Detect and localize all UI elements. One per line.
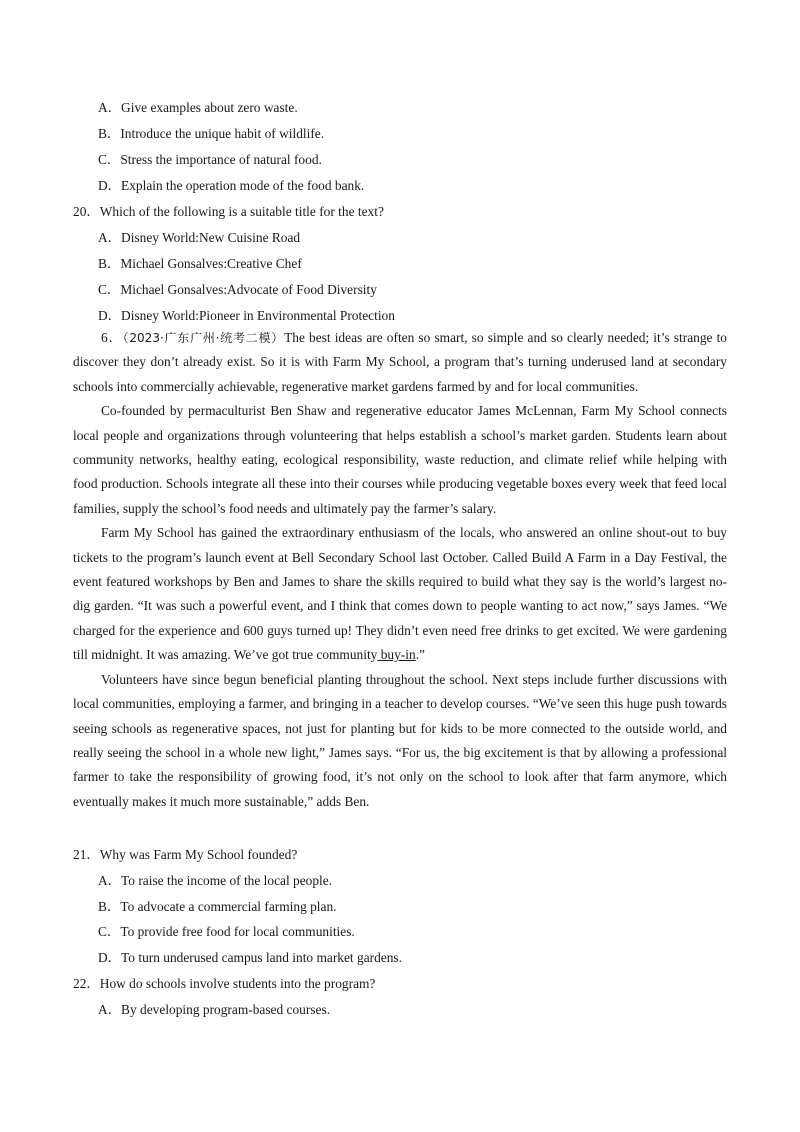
q20-option-a: A．Disney World:New Cuisine Road <box>98 230 301 245</box>
q21-option-b: B．To advocate a commercial farming plan. <box>98 899 337 914</box>
paragraph-3-text: Farm My School has gained the extraordinary enthusiasm of the locals, who answered an online shout-out to buy tickets to the program’s launch event at Bell Secondary School last October. Called Build A Farm in a Day Festival, the event featured workshops by Ben and James to share the skills required to build what they say is the world’s largest no-dig garden. “It was such a powerful event, and I think that comes down to people wanting to act now,” says James. “We charged for the experience and 600 guys turned up! They didn’t even need free drinks to get excited. We were gardening till midnight. It was amazing. We’ve got true community <box>73 525 727 663</box>
q21-option-a: A．To raise the income of the local people. <box>98 873 333 888</box>
q20-option-c: C．Michael Gonsalves:Advocate of Food Diversity <box>98 282 377 297</box>
paragraph-3-end: .” <box>415 647 425 663</box>
passage-source: （2023·广东广州·统考二模） <box>122 331 285 345</box>
passage-paragraph-4: Volunteers have since begun beneficial planting throughout the school. Next steps include further discussions with local communities, employing a farmer, and bringing in a teacher to develop courses. “We’ve seen this huge push towards seeing schools as regenerative spaces, not just for planting but for kids to be more connected to the outside world, and really seeing the school in a whole new light,” James says. “For us, the big excitement is that by allowing a professional farmer to take the responsibility of growing food, it’s not only on the school to look after that farm anymore, which eventually makes it much more sustainable,” adds Ben. <box>73 671 727 809</box>
passage-paragraph-1 <box>73 326 727 399</box>
reading-passage <box>73 326 727 814</box>
q20-stem: 20．Which of the following is a suitable title for the text? <box>73 204 384 219</box>
q19-option-d: D．Explain the operation mode of the food bank. <box>98 178 365 193</box>
q20-option-b: B．Michael Gonsalves:Creative Chef <box>98 256 302 271</box>
q22-stem: 22．How do schools involve students into the program? <box>73 976 376 991</box>
passage-number: 6． <box>101 330 123 345</box>
q21-option-c: C．To provide free food for local communities. <box>98 924 355 939</box>
passage-paragraph-3 <box>73 521 727 667</box>
passage-paragraph-2: Co-founded by permaculturist Ben Shaw and regenerative educator James McLennan, Farm My School connects local people and organizations through volunteering that helps establish a school’s market garden. Students learn about community networks, healthy eating, ecological responsibility, waste reduction, and climate relief while helping with food production. Schools integrate all these into their courses while producing vegetable boxes every week that feed local families, supply the school’s food needs and ultimately pay the farmer’s salary. <box>73 403 727 516</box>
q19-option-b: B．Introduce the unique habit of wildlife. <box>98 126 325 141</box>
q20-option-d: D．Disney World:Pioneer in Environmental Protection <box>98 308 395 323</box>
q19-option-a: A．Give examples about zero waste. <box>98 100 298 115</box>
paragraph-1-text: The best ideas are often so smart, so simple and so clearly needed; it’s strange to discover they don’t already exist. So it is with Farm My School, a program that’s turning underused land at secondary schools into commercially achievable, regenerative market gardens farmed by and for local communities. <box>73 330 728 394</box>
q21-option-d: D．To turn underused campus land into market gardens. <box>98 950 402 965</box>
q22-option-a: A．By developing program-based courses. <box>98 1002 331 1017</box>
underlined-phrase: buy-in <box>377 647 416 663</box>
q19-option-c: C．Stress the importance of natural food. <box>98 152 322 167</box>
q21-stem: 21．Why was Farm My School founded? <box>73 847 298 862</box>
